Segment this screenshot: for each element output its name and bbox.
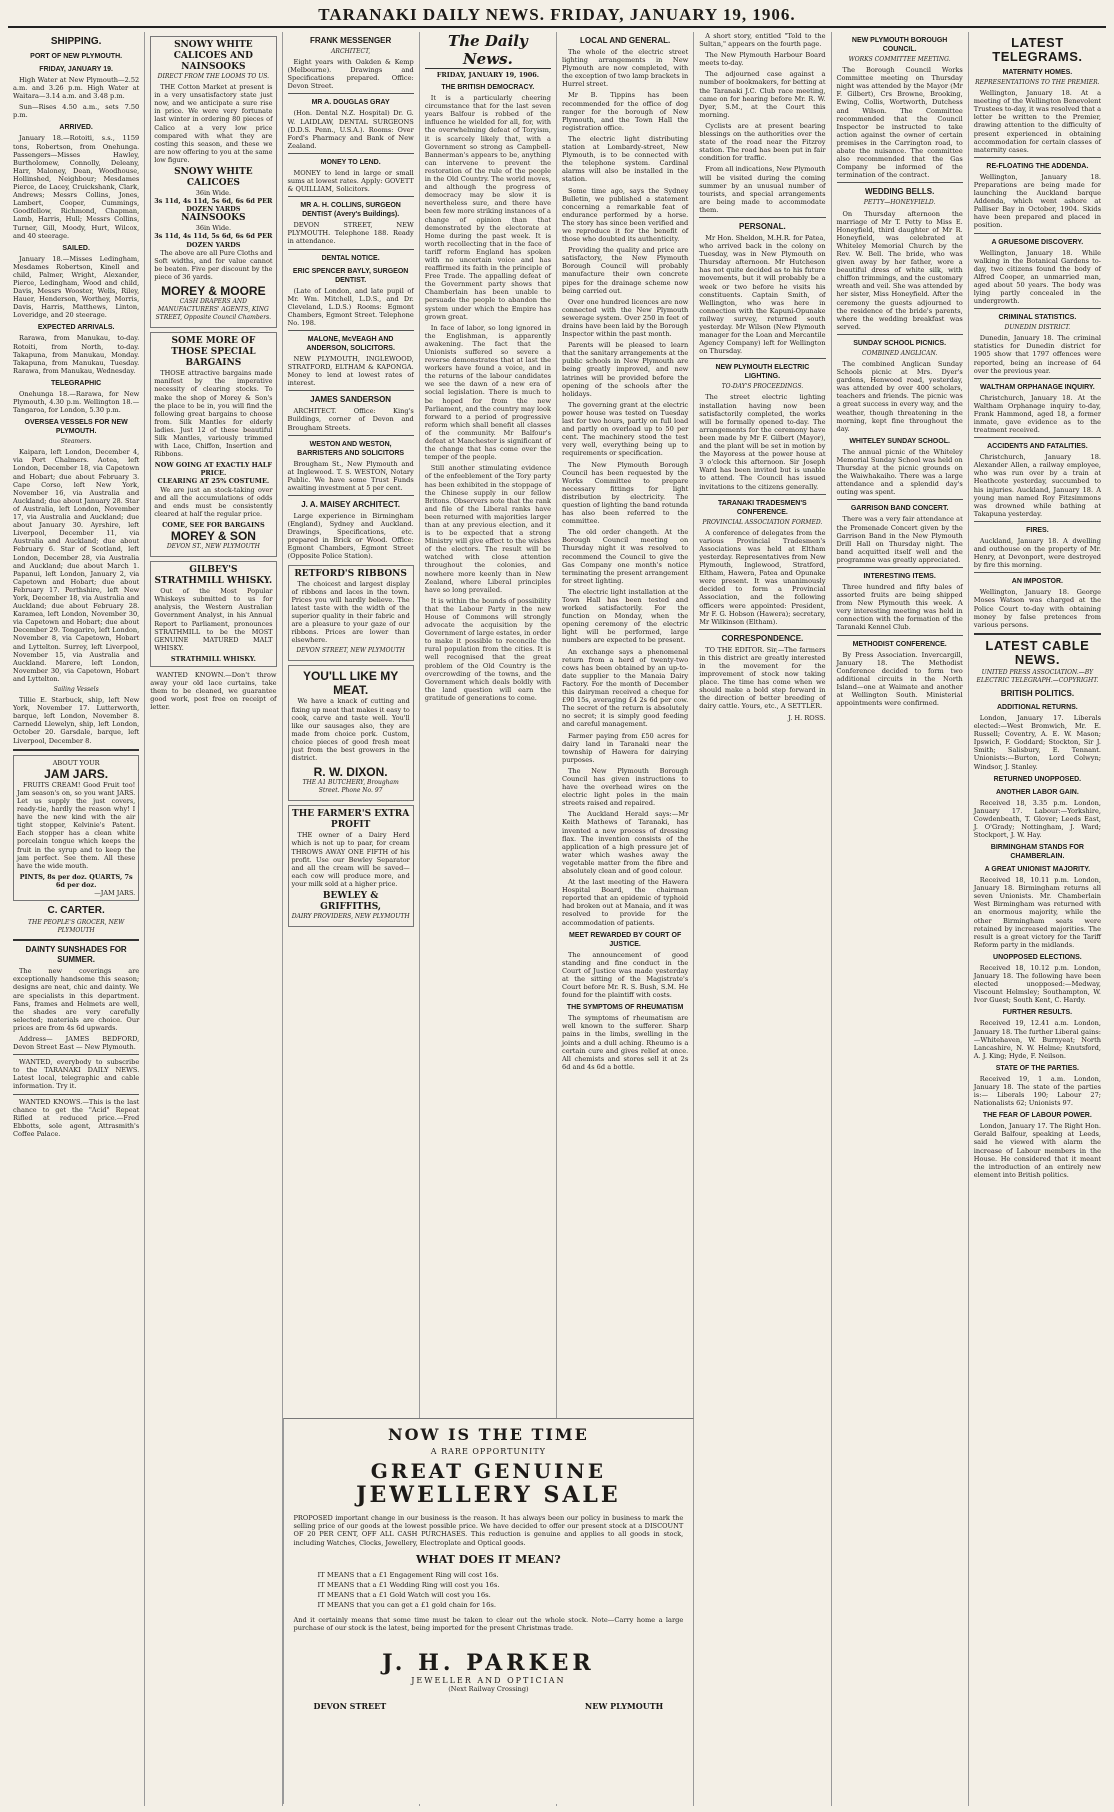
- clearing: CLEARING AT 25% COSTUME.: [157, 477, 270, 486]
- means-4: IT MEANS that you can get a £1 gold chain for 16s.: [317, 1600, 497, 1609]
- snowy1-text: THE Cotton Market at present is in a very unsatisfactory state just now, and we anticipate a sure rise in price. We were very fortunate last winter in ordering 80 pieces of Calico at a very low price compared with what they are costing this season, and these we are now offering to you at the same low figure.: [154, 83, 273, 164]
- unopposed-elections-text: Received 18, 10.12 p.m. London, January 18. The following have been elected unopposed:—Medway, Viscount Helmsley; Southampton, W. Ivor Guest; South Kent, C. Hardy.: [973, 963, 1101, 1005]
- frank-role: ARCHITECT,: [331, 48, 371, 55]
- collins-text: DEVON STREET, NEW PLYMOUTH. Telephone 188. Ready in attendance.: [287, 221, 414, 246]
- sun-text: Sun—Rises 4.50 a.m., sets 7.50 p.m.: [13, 103, 140, 120]
- nameplate: The Daily News.: [425, 32, 551, 69]
- morey-son-sub: DEVON ST., NEW PLYMOUTH: [166, 543, 260, 551]
- retford-addr: DEVON STREET, NEW PLYMOUTH: [296, 647, 405, 655]
- wanted-known-lace: WANTED KNOWN.—Don't throw away your old lace curtains, take them to be cleaned, we guarantee good work, post free on receipt of letter.: [150, 670, 277, 712]
- gruesome-heading: A GRUESOME DISCOVERY.: [991, 238, 1084, 246]
- rheumatism-heading: THE SYMPTOMS OF RHEUMATISM: [566, 1004, 684, 1012]
- maternity-sub: REPRESENTATIONS TO THE PREMIER.: [975, 79, 1100, 86]
- bayly-name: ERIC SPENCER BAYLY, SURGEON DENTIST.: [292, 267, 409, 284]
- sanderson-text: ARCHITECT. Office: King's Buildings, corner of Devon and Brougham Streets.: [287, 407, 414, 432]
- column-telegrams: [969, 32, 1106, 1806]
- local-item-12: An exchange says a phenomenal return from a herd of twenty-two cows has been obtained by an up-to-date supplier to the Manaia Dairy Factory. For the month of December this dairyman received a cheque for £90 15s, averaging £4 2s 6d per cow. The secret of the return is absolutely no secret; it is simply good feeding and careful management.: [562, 647, 689, 729]
- meat-title: YOU'LL LIKE MY MEAT.: [302, 669, 399, 698]
- state-text: Received 19, 1 a.m. London, January 18. The state of the parties is:— Liberals 190; Labour 27; Nationalists 62; Unionists 97.: [973, 1074, 1101, 1108]
- jam-text: FRUITS CREAM! Good Fruit too! Jam season's on, so you want JARS. Let us supply the just covers, ready-tie, hardly the reason why! I have the new kind with the air tight stopper, Kelvinie's Patent. Each stopper has a clean white porcelain tongue which keeps the fruit in the syrup and to keep the jam perfect. See them. All these have the wide mouth.: [17, 780, 136, 870]
- electric-text: The street electric lighting installation having now been satisfactorily completed, the works will be formally opened to-day. The arrangements for the ceremony have been made by Mr F. Gilbert (Mayor), and the plant will be set in motion by the Mayoress at the power house at 3 o'clock this afternoon. Sir Joseph Ward has been invited but is unable to attend. The Council has issued invitations to the citizens generally.: [699, 393, 826, 491]
- sunday-text: The combined Anglican Sunday Schools picnic at Mrs. Dyer's gardens, Henwood road, yesterday, was attended by over 400 scholars, teachers and friends. The picnic was a great success in every way, and the weather, though threatening in the morning, kept fine throughout the day.: [836, 360, 963, 433]
- column-shipping: [8, 32, 145, 1806]
- weston-text: Brougham St., New Plymouth and at Inglewood. T. S. WESTON, Notary Public. We have some Trust Funds awaiting investment at 5 per cent.: [287, 459, 414, 492]
- harbour-notice: The New Plymouth Harbour Board meets to-day.: [699, 51, 826, 68]
- dental-notice: DENTAL NOTICE.: [321, 254, 380, 262]
- correspondence-sign: J. H. ROSS.: [788, 713, 826, 722]
- local-item-14: The New Plymouth Borough Council has given instructions to have the overhead wires on the electric light poles in the main streets raised and repaired.: [562, 766, 689, 808]
- nainsooks-text: The above are all Pure Cloths and Soft widths, and for value cannot be beaten. Five per discount by the piece of 36 yards.: [154, 248, 273, 281]
- frank-name: FRANK MESSENGER: [309, 36, 392, 45]
- local-item-4: Some time ago, says the Sydney Bulletin, we published a statement concerning a remarkable feat of endurance performed by a horse. The story has since been verified and we reproduce it for the benefit of those who doubted its authenticity.: [562, 186, 689, 244]
- snowy2-price: 3s 11d, 4s 11d, 5s 6d, 6s 6d PER DOZEN YARDS: [154, 197, 273, 214]
- local-item-8: The governing grant at the electric power house was tested on Tuesday last for two hours, partly on full load and partly on overload up to 50 per cent. The machinery stood the test very well, everything being up to requirements or specification.: [562, 400, 689, 458]
- dixon-name: R. W. DIXON.: [313, 765, 388, 780]
- jewellery-sale-ad: [283, 1418, 695, 1804]
- criminal-heading: CRIMINAL STATISTICS.: [998, 314, 1077, 322]
- bargains-text: THOSE attractive bargains made manifest by the imperative necessity of clearing stocks. To make the shop of Morey & Son's the place to be in, you will find the following great bargains to choose from. Silk Mantles for elderly ladies. Just 12 of these beautiful Silk Mantles, variously trimmed with Lace, Chiffon, Insertion and Ribbons.: [154, 369, 273, 459]
- clearing-text: We are just an stock-taking over and all the accumulations of odds and ends must be consistently cleared at half the regular price.: [154, 485, 273, 518]
- editorial-text-3: Still another stimulating evidence of the enfeeblement of the Tory party has been exhibited in the stoppage of the Chinese supply in our fellow Britons. Observers note that the rank and file of the Liberal ranks have been returned with majorities larger than at any previous election, and it is to be expected that a strong Ministry will give effect to the wishes of the electors. The result will be watched with close attention throughout the colonies, and nowhere more keenly than in New Zealand, where Liberal principles have so long prevailed.: [424, 464, 551, 594]
- court-heading: MEET REWARDED BY COURT OF JUSTICE.: [568, 931, 682, 948]
- snowy2-title: SNOWY WHITE CALICOES: [174, 167, 253, 189]
- bookmakers-case: The adjourned case against a number of bookmakers, for betting at the Taranaki J.C. Club race meeting, came on for hearing before Mr. R. W. Dyer, S.M., at the Court this morning.: [699, 70, 826, 119]
- maisey-name: J. A. MAISEY ARCHITECT.: [301, 500, 401, 509]
- wanted-known-rifle: WANTED KNOWS.—This is the last chance to get the "Acid" Repeat Rifled at reduced price.—Fred Ebbotts, sole agent, Attrasmith's Coffee Palace.: [13, 1097, 140, 1138]
- column-drapers: [145, 32, 282, 1806]
- shipping-date: FRIDAY, JANUARY 19.: [39, 66, 113, 73]
- morey-son: MOREY & SON: [170, 529, 256, 544]
- money-text: MONEY to lend in large or small sums at lowest rates. Apply: GOVETT & QUILLIAM, Solicitors.: [287, 168, 414, 194]
- means-1: IT MEANS that a £1 Engagement Ring will cost 16s.: [317, 1570, 499, 1579]
- bewley-name: BEWLEY & GRIFFITHS,: [320, 891, 382, 912]
- parker-address: [294, 1701, 684, 1711]
- telegrams-heading: LATEST TELEGRAMS.: [992, 35, 1083, 64]
- criminal-text: Dunedin, January 18. The criminal statistics for Dunedin district for 1905 show that 1797 offences were reported, being an increase of 64 over the previous year.: [973, 334, 1101, 375]
- money-heading: MONEY TO LEND.: [320, 158, 381, 166]
- local-item-11: The electric light installation at the Town Hall has been tested and worked satisfactorily. For the function on Monday, when the opening ceremony of the electric light will be performed, large numbers are expected to be present.: [562, 587, 689, 645]
- nainsooks-width: 36in Wide.: [195, 224, 232, 233]
- state-heading: STATE OF THE PARTIES.: [995, 1064, 1079, 1072]
- sunday-sub: COMBINED ANGLICAN.: [862, 349, 938, 357]
- local-item-15: The Auckland Herald says:—Mr Keith Mathews of Taranaki, has invented a new process of dressing flax. The invention consists of the application of a high pressure jet of water which washes away the vegetable matter from the fibre and absolutely clean and of good colour.: [562, 810, 689, 875]
- gilbey-foot: STRATHMILL WHISKY.: [170, 654, 256, 663]
- dainty-addr: Address— JAMES BEDFORD, Devon Street East — New Plymouth.: [13, 1035, 140, 1052]
- impostor-heading: AN IMPOSTOR.: [1011, 578, 1063, 586]
- further-heading: FURTHER RESULTS.: [1002, 1009, 1073, 1017]
- birmingham-heading: BIRMINGHAM STANDS FOR CHAMBERLAIN.: [990, 844, 1084, 861]
- borough-heading: NEW PLYMOUTH BOROUGH COUNCIL.: [851, 37, 948, 53]
- morey-moore: MOREY & MOORE: [161, 283, 266, 298]
- returns-text: London, January 17. Liberals elected:—West Bromwich, Mr. E. Russell; Coventry, A. E. W. Mason; Ipswich, F. Goddard; Stockton, Sir J. Smith; Salisbury, E. Tennant. Unionists:—Burton, Lord Colwyn; Windsor, J. Stanley.: [973, 713, 1101, 771]
- snowy1-sub: DIRECT FROM THE LOOMS TO US.: [157, 73, 270, 80]
- labour-gain-text: Received 18, 3.35 p.m. London, January 17. Labour:—Yorkshire, Cowdenbeath, T. Glover; Leeds East, J. O'Grady; Nottingham, J. Ward; Stockport, J. W. Hay.: [973, 798, 1101, 839]
- correspondence-text: TO THE EDITOR. Sir,—The farmers in this district are greatly interested in the movement for the improvement of stock now taking place. The time has come when we should make a bold step forward in the direction of better breeding of dairy cattle. Yours, etc., A SETTLER.: [699, 645, 826, 711]
- jam-sign: —JAM JARS.: [94, 888, 136, 897]
- parker-location: (Next Railway Crossing): [448, 1685, 529, 1694]
- telegraphic-heading: TELEGRAPHIC: [51, 379, 102, 387]
- sailed-text: January 18.—Misses Ledingham, Mesdames Robertson, Kinell and child, Palmer, Wright, Alexander, Pierce, Ledingham, Wood and child, Davis, Messrs Wooster, Wells, Riley, Hauer, Henderson, Worthey, Morris, Davis, Harris, Matthews, Linton, Loveridge, and 20 steerage.: [13, 254, 140, 320]
- port-heading: PORT OF NEW PLYMOUTH.: [30, 53, 123, 60]
- column-council: [832, 32, 969, 1806]
- jam-jars-ad: [13, 755, 139, 901]
- story-notice: A short story, entitled "Told to the Sultan," appears on the fourth page.: [699, 32, 826, 49]
- impostor-text: Wellington, January 18. George Moses Watson was charged at the Police Court to-day with obtaining money by false pretences from various persons.: [973, 588, 1101, 629]
- maternity-text: Wellington, January 18. At a meeting of the Wellington Benevolent Trustees to-day, it was resolved that a letter be written to the Premier, drawing attention to the difficulty of present experienced in obtaining accommodation for certain classes of maternity cases.: [973, 89, 1101, 154]
- farmer-text: THE owner of a Dairy Herd which is not up to paar, for cream THROWS AWAY ONE FIFTH of his profit. Use our Bewley Separator and all the cream will be saved—each cow will produce more, and your milk sold at a higher price.: [291, 831, 410, 888]
- frank-text: Eight years with Oakden & Kemp (Melbourne). Drawings and Specifications prepared. Office: Devon Street.: [287, 58, 414, 91]
- malone-text: NEW PLYMOUTH, INGLEWOOD, STRATFORD, ELTHAM & KAPONGA. Money to lend at lowest rates of interest.: [287, 354, 414, 388]
- tradesmen-heading: TARANAKI TRADESMEN'S CONFERENCE.: [718, 499, 807, 516]
- editorial-text-2: In face of labor, so long ignored in the Englishman, is apparently awakening. The fact that the Unionists suffered so severe a reverse demonstrates that at last the workers have found a voice, and in the returns of the labour candidates we see the dawn of a new era of social legislation. There is much to be hoped for from the new Parliament, and the country may look forward to a period of progressive reform which shall benefit all classes of the community. Mr Balfour's defeat at Manchester is significant of the change that has come over the temper of the people.: [424, 323, 551, 462]
- sanderson-name: JAMES SANDERSON: [310, 395, 392, 405]
- jam-title: JAM JARS.: [44, 766, 109, 781]
- parker-street: DEVON STREET: [313, 1701, 387, 1712]
- expected-text: Rarawa, from Manukau, to-day. Rotoiti, from North, to-day. Takapuna, from Manukau, Monday. Takapuna, from Manukau, Tuesday. Rarawa, from Manukau, Wednesday.: [13, 334, 140, 375]
- tradesmen-text: A conference of delegates from the various Provincial Tradesmen's Associations was held at Eltham yesterday. Representatives from New Plymouth, Inglewood, Stratford, Eltham, Hawera, Patea and Opunake were present. It was unanimously decided to form a Provincial Association, and the following officers were appointed: President, Mr F. G. Hobson (Hawera); secretary, Mr Wilkinson (Eltham).: [699, 528, 826, 626]
- retford-text: The choicest and largest display of ribbons and laces in the town. Prices you will hardly believe. The latest taste with the width of the superior quality in their fabric and are a pleasure to your gaze of our ribbons. Prices are lower than elsewhere.: [291, 579, 410, 645]
- fear-text: London, January 17. The Right Hon. Gerald Balfour, speaking at Leeds, said he viewed with alarm the increase of Labour members in the House. He considered that it meant the introduction of an entirely new element into British politics.: [973, 1122, 1101, 1179]
- nainsooks-title: NAINSOOKS: [181, 213, 246, 224]
- interesting-text: Three hundred and fifty bales of assorted fruits are being shipped from New Plymouth this week. A very interesting meeting was held in connection with the formation of the Taranaki Kennel Club.: [836, 582, 963, 632]
- maternity-heading: MATERNITY HOMES.: [1002, 69, 1073, 76]
- cable-sub: UNITED PRESS ASSOCIATION.—BY ELECTRIC TELEGRAPH.—COPYRIGHT.: [976, 668, 1099, 684]
- british-politics-heading: BRITISH POLITICS.: [1000, 688, 1075, 698]
- personal-heading: PERSONAL.: [739, 221, 786, 231]
- electric-sub: TO-DAY'S PROCEEDINGS.: [721, 383, 804, 391]
- refloat-text: Wellington, January 18. Preparations are being made for launching the Auckland barque Addenda, which went ashore at Palliser Bay in October, 1904. Skids have been prepared and placed in position.: [973, 172, 1101, 230]
- means-3: IT MEANS that a £1 Gold Watch will cost you 16s.: [317, 1590, 491, 1599]
- sunday-heading: SUNDAY SCHOOL PICNICS.: [853, 339, 947, 347]
- whiteley-heading: WHITELEY SUNDAY SCHOOL.: [849, 437, 950, 445]
- local-item-5: Providing the quality and price are satisfactory, the New Plymouth Borough Council will probably manufacture their own concrete pipes for the drainage scheme now being carried out.: [562, 246, 689, 295]
- sailing-text: Tillie E. Starbuck, ship, left New York, November 17. Lutterworth, barque, left London, November 8. Carnedd Llewelyn, ship, left London, October 20. Garsdale, barque, left Liverpool, December 8.: [13, 696, 140, 745]
- interesting-heading: INTERESTING ITEMS.: [863, 572, 936, 580]
- collins-name: MR A. H. COLLINS, SURGEON DENTIST (Avery's Buildings).: [300, 202, 401, 219]
- bargains-title: SOME MORE OF THOSE SPECIAL BARGAINS: [171, 336, 256, 369]
- local-item-6: Over one hundred licences are now connected with the New Plymouth sewerage system. Over 250 in feet of drains have been laid by the Borough Inspector within the past month.: [562, 297, 689, 339]
- electric-heading: NEW PLYMOUTH ELECTRIC LIGHTING.: [715, 364, 810, 381]
- local-item-7: Parents will be pleased to learn that the sanitary arrangements at the public schools in New Plymouth are being greatly improved, and new latrines will be provided before the opening of the schools after the holidays.: [562, 341, 689, 398]
- fires-heading: FIRES.: [1026, 526, 1049, 534]
- morey-moore-sub: CASH DRAPERS AND MANUFACTURERS' AGENTS, KING STREET, Opposite Council Chambers.: [155, 297, 272, 322]
- parker-name: J. H. PARKER: [382, 1650, 595, 1677]
- local-general-heading: LOCAL AND GENERAL.: [580, 36, 671, 45]
- masthead: TARANAKI DAILY NEWS. FRIDAY, JANUARY 19, 1906.: [8, 4, 1106, 28]
- come-see: COME, SEE FOR BARGAINS: [162, 520, 265, 529]
- fear-heading: THE FEAR OF LABOUR POWER.: [982, 1112, 1092, 1120]
- maisey-text: Large experience in Birmingham (England), Sydney and Auckland. Drawings, Specifications, etc. prepared in Brick or Wood. Office: Egmont Chambers, Egmont Street (Opposite Police Station).: [287, 512, 414, 561]
- editorial-text-1: It is a particularly cheering circumstance that for the last seven years Balfour is robbed of the influence he wielded for all, for, with the overwhelming defeat of Toryism, it is scarcely likely that, with a Government so strong as Campbell-Bannerman's appears to be, anything can intervene to prevent the restoration of the rule of the people in the Old Country. The world moves, and although the progress of democracy may be slow it is nevertheless sure, and there have been few more striking instances of a change of opinion than that demonstrated by the electorate at Home during the past week. It is worth recollecting that in the face of tariff reform England has spoken with no uncertain voice and has reaffirmed its faith in the principle of Free Trade. The appalling defeat of the Government party shows that Chamberlain has been unable to persuade the people to abandon the system under which the Empire has grown great.: [424, 94, 551, 321]
- court-text: The announcement of good standing and fine conduct in the Court of Justice was made yesterday at the sitting of the Magistrate's Court before Mr. R. S. Bush, S.M. He found for the plaintiff with costs.: [562, 950, 689, 1000]
- parker-role: JEWELLER AND OPTICIAN: [411, 1676, 566, 1686]
- malone-name: MALONE, McVEAGH AND ANDERSON, SOLICITORS.: [306, 335, 395, 352]
- criminal-sub: DUNEDIN DISTRICT.: [1004, 324, 1071, 332]
- oversea-heading: OVERSEA VESSELS FOR NEW PLYMOUTH.: [24, 419, 128, 436]
- steamers-text: Kaipara, left London, December 4, via Port Chalmers. Aotea, left London, December 18, via Capetown and Hobart; due about February 3. Cape Corso, left New York, November 16, via Australia and Auckland; due about January 28. Star of Australia, left London, November 17, via Australia and Auckland; due about January 30. Ayrshire, left Liverpool, December 11, via Australia and Auckland; due about February 6. Star of Scotland, left London, December 28, via Australia and Auckland; due about March 1. Papanui, left London, January 2, via Capetown and Hobart; due about February 17. Perthshire, left New York, December 18, via Australia and Auckland; due about February 28. Karamea, left London, November 30, via Capetown and Hobart; due about December 29. Tongariro, left London, November 8, via Capetown, Hobart and Lyttelton. Surrey, left Liverpool, November 15, via Australia and Auckland. Marere, left London, November 30, via Capetown, Hobart and Lyttelton.: [13, 448, 140, 683]
- rheumatism-text: The symptoms of rheumatism are well known to the sufferer. Sharp pains in the limbs, swelling in the joints and a dull aching. Rheumo is a certain cure and gives relief at once. All chemists and stores sell it at 2s 6d and 4s 6d a bottle.: [562, 1014, 689, 1071]
- jewellery-means: [294, 1570, 684, 1610]
- tourists-note: From all indications, New Plymouth will be visited during the coming summer by an unusual number of tourists, and special arrangements are being made to accommodate them.: [699, 165, 826, 214]
- calicoes-ad: [150, 36, 276, 328]
- borough-sub: WORKS COMMITTEE MEETING.: [848, 56, 951, 63]
- bargains-ad: [150, 332, 276, 557]
- unopposed-heading: RETURNED UNOPPOSED.: [993, 775, 1082, 783]
- meat-text: We have a knack of cutting and fixing up meat that makes it easy to cook, carve and taste well. You'll like our sausages also, they are made from choice pork. Custom, choice pieces of good fresh meat just from the best growers in the district.: [291, 697, 410, 763]
- editorial-text-4: It is within the bounds of possibility that the Labour Party in the new House of Commons will strongly advocate the acquisition by the Government of large estates, in order to make it possible to reconcile the rural population from the cities. It is well recognised that the great problem of the Old Country is the overcrowding of the towns, and the Government which deals boldly with the land question will earn the gratitude of generations to come.: [424, 596, 551, 702]
- jam-prices: PINTS, 8s per doz. QUARTS, 7s 6d per doz.: [19, 872, 133, 889]
- tides-text: High Water at New Plymouth—2.52 a.m. and 3.26 p.m. High Water at Waitara—3.14 a.m. and 3.48 p.m.: [13, 76, 140, 101]
- means-2: IT MEANS that a £1 Wedding Ring will cost you 16s.: [317, 1580, 500, 1589]
- jewellery-body: PROPOSED important change in our business is the reason. It has always been our policy in business to mark the selling price of our goods at the lowest possible price. We have decided to offer our present stock at a DISCOUNT OF 20 PER CENT, OFF ALL CASH PURCHASES. This reduction is genuine and applies to all goods in stock, including Watches, Clocks, Jewellery, Electroplate and Optical goods.: [293, 1514, 684, 1547]
- waltham-heading: WALTHAM ORPHANAGE INQUIRY.: [980, 383, 1095, 391]
- jewellery-l4: JEWELLERY SALE: [356, 1482, 621, 1508]
- column-personal: [694, 32, 831, 1806]
- waltham-text: Christchurch, January 18. At the Waltham Orphanage inquiry to-day, Frank Hammond, aged 18, a former inmate, gave evidence as to the treatment received.: [973, 393, 1101, 435]
- sailing-subheading: Sailing Vessels: [53, 686, 99, 693]
- sailed-heading: SAILED.: [62, 244, 90, 252]
- snowy2-width: 36in Wide.: [195, 189, 232, 198]
- nainsooks-price: 3s 11d, 4s 11d, 5s 6d, 6s 6d PER DOZEN YARDS: [154, 232, 273, 249]
- local-item-2: Mr B. Tippins has been recommended for the office of dog ranger for the borough of New Plymouth, and the Town Hall the registration office.: [562, 91, 689, 132]
- jewellery-l2: A RARE OPPORTUNITY: [430, 1447, 546, 1456]
- accidents-text: Christchurch, January 18. Alexander Allen, a railway employee, who was run over by a train at Heathcote yesterday, succumbed to his injuries. Auckland, January 18. A young man named Roy Fitzsimmons was drowned while bathing at Takapuna yesterday.: [973, 453, 1101, 518]
- majority-heading: A GREAT UNIONIST MAJORITY.: [984, 866, 1091, 874]
- fires-text: Auckland, January 18. A dwelling and outhouse on the property of Mr. Henry, at Devonport, were destroyed by fire this morning.: [973, 536, 1101, 570]
- carter-name: C. CARTER.: [47, 905, 105, 917]
- douglas-text: (Hon. Dental N.Z. Hospital) Dr. G. W. LAIDLAW, DENTAL SURGEONS (D.D.S. Penn., U.S.A.). Rooms: Over Ford's Pharmacy and Bank of New Zealand.: [287, 109, 414, 150]
- borough-text: The Borough Council Works Committee meeting on Thursday night was attended by the Mayor (Mr F. Gilbert), Crs Browne, Brooking, Ewing, Collis, Wortworth, Dutchess and Wilson. The Committee recommended that the Council Inspector be instructed to take action against the owner of certain premises in the Carrington road, to abate the nuisance. The committee also recommended that the Gas Company be informed of the termination of the contract.: [836, 66, 963, 180]
- wedding-sub: PETTY—HONEYFIELD.: [863, 199, 936, 207]
- carter-sub: THE PEOPLE'S GROCER, NEW PLYMOUTH: [27, 919, 125, 935]
- expected-heading: EXPECTED ARRIVALS.: [37, 324, 115, 332]
- retford-title: RETFORD'S RIBBONS: [294, 568, 407, 579]
- garrison-text: There was a very fair attendance at the Promenade Concert given by the Garrison Band in the New Plymouth Drill Hall on Thursday night. The band acquitted itself well and the programme was greatly appreciated.: [836, 515, 963, 564]
- bayly-text: (Late of London, and late pupil of Mr. Wm. Mitchell, L.D.S., and Dr. Cleveland, L.D.S.) Rooms: Egmont Chambers, Egmont Street. Telephone No. 198.: [287, 286, 414, 327]
- farmer-ad: [288, 805, 414, 927]
- jewellery-note: And it certainly means that some time must be taken to clear out the whole stock. Note—Carry home a large purchase of our stock is the latest, being imported for the present Christmas trade.: [293, 1615, 684, 1633]
- douglas-name: MR A. DOUGLAS GRAY: [311, 99, 390, 107]
- farmer-title: THE FARMER'S EXTRA PROFIT: [292, 809, 410, 831]
- cable-heading: LATEST CABLE NEWS.: [985, 637, 1090, 667]
- weston-name: WESTON AND WESTON, BARRISTERS AND SOLICITORS: [297, 440, 405, 457]
- wanted-subscribe: WANTED, everybody to subscribe to the TARANAKI DAILY NEWS. Latest local, telegraphic and cable information. Try it.: [13, 1058, 140, 1091]
- half-price: NOW GOING AT EXACTLY HALF PRICE.: [154, 461, 272, 478]
- shipping-heading: SHIPPING.: [50, 36, 102, 47]
- jewellery-l1: NOW IS THE TIME: [387, 1425, 589, 1444]
- meat-ad: [288, 665, 414, 801]
- telegraphic-text: Onehunga 18.—Rarawa, for New Plymouth, 4.30 p.m. Wellington 18.—Tangaroa, for London, 5.30 p.m.: [13, 389, 140, 415]
- gilbey-title: GILBEY'S STRATHMILL WHISKY.: [154, 565, 273, 587]
- arrived-heading: ARRIVED.: [59, 124, 93, 132]
- editorial-date: FRIDAY, JANUARY 19, 1906.: [436, 71, 540, 79]
- labour-gain-heading: ANOTHER LABOR GAIN.: [995, 788, 1079, 796]
- steamers-subheading: Steamers.: [60, 438, 92, 446]
- methodist-heading: METHODIST CONFERENCE.: [852, 640, 947, 648]
- jam-about: ABOUT YOUR: [52, 758, 100, 767]
- majority-text: Received 18, 10.11 p.m. London, January 18. Birmingham returns all seven Unionists. Mr. Chamberlain West Birmingham was returned with an enormous majority, while the other Birmingham seats were retained by increased majorities. The result is a great victory for the Tariff Reform party in the midlands.: [973, 876, 1101, 949]
- garrison-heading: GARRISON BAND CONCERT.: [850, 505, 949, 513]
- returns-heading: ADDITIONAL RETURNS.: [996, 703, 1078, 711]
- local-item-1: The whole of the electric street lighting arrangements in New Plymouth are now completed, with the exception of two lamp brackets in Hurrel street.: [562, 48, 689, 89]
- correspondence-heading: CORRESPONDENCE.: [721, 633, 804, 643]
- jewellery-l3: GREAT GENUINE: [370, 1459, 606, 1483]
- accidents-heading: ACCIDENTS AND FATALITIES.: [987, 443, 1088, 451]
- dixon-sub: THE A1 BUTCHERY, Brougham Street. Phone No. 97: [302, 779, 399, 795]
- gilbey-ad: [150, 561, 276, 667]
- whiteley-text: The annual picnic of the Whiteley Memorial Sunday School was held on Thursday at the picnic grounds on the Waiwhakaiho. There was a large attendance and a splendid day's outing was spent.: [836, 447, 963, 497]
- unopposed-elections-heading: UNOPPOSED ELECTIONS.: [993, 953, 1082, 961]
- local-item-16: At the last meeting of the Hawera Hospital Board, the chairman reported that an epidemic of typhoid had broken out at Manaia, and it was resolved to provide for the accommodation of patients.: [562, 878, 689, 927]
- refloat-heading: RE-FLOATING THE ADDENDA.: [986, 162, 1089, 170]
- personal-text: Mr Hon. Sheldon, M.H.R. for Patea, who arrived back in the colony on Tuesday, was in New Plymouth on Thursday afternoon. Mr Hutcheson has not quite decided as to his future movements, but it will probably be a week or two before he visits his constituents. Captain Smith, of Wellington, who was here in connection with the Kapuni-Opunake railway survey, returned south yesterday. Mr Wilson (New Plymouth manager for the Loan and Mercantile Agency Company) left for Wellington on Thursday.: [699, 233, 826, 356]
- wedding-heading: WEDDING BELLS.: [864, 187, 935, 197]
- methodist-text: By Press Association. Invercargill, January 18. The Methodist Conference decided to form two additional circuits in the North Island—one at Waimate and another at Wellington South. Ministerial appointments were confirmed.: [836, 650, 963, 708]
- arrived-text: January 18.—Rotoiti, s.s., 1159 tons, Robertson, from Onehunga. Passengers—Misses Hawley, Burtholomew, Connolly, Deleany, Harr, Maloney, Dean, Woodhouse, Hollinshed, Neighbour; Mesdames Pierce, de Lacey, Cruickshank, Clark, Andrews; Messrs Collins, Jones, Lambert, Cooper, Cummings, Goodfellow, Richmond, Chapman, Lamb, Harris, Hull; Messrs Collins, Turner, Gill, Moody, Hurt, Wilcox, and 40 steerage.: [13, 134, 140, 240]
- cyclists-note: Cyclists are at present bearing blessings on the authorities over the state of the road near the Fitzroy station. The road has been put in fair condition for traffic.: [699, 121, 826, 163]
- further-text: Received 19, 12.41 a.m. London, January 18. The further Liberal gains:—Whitehaven, W. Burnyeat; North Lancashire, N. W. Helme; Knutsford, A. J. King; Hyde, F. Neilson.: [973, 1019, 1101, 1060]
- local-item-13: Farmer paying from £50 acres for dairy land in Taranaki near the township of Hawera for dairying purposes.: [562, 731, 689, 764]
- gilbey-text: Out of the Most Popular Whiskeys submitted to us for analysis, the Western Australian Government Analyst, in his Annual Report to Parliament, pronounces STRATHMILL to be the MOST GENUINE MATURED MALT WHISKY.: [154, 587, 273, 652]
- bewley-sub: DAIRY PROVIDERS, NEW PLYMOUTH: [291, 913, 410, 920]
- local-item-9: The New Plymouth Borough Council has been requested by the Works Committee to prepare necessary fittings for light distribution by electricity. The question of lighting the band rotunda has also been referred to the committee.: [562, 460, 689, 526]
- dainty-text: The new coverings are exceptionally handsome this season; designs are neat, chic and dainty. We are specialists in this department. Fans, frames and Helmets are well, the shades are very carefully selected; materials are choice. Our prices are from 4s 6d upwards.: [13, 967, 140, 1032]
- snowy1-title: SNOWY WHITE CALICOES AND NAINSOOKS: [173, 40, 253, 72]
- editorial-title: THE BRITISH DEMOCRACY.: [441, 84, 535, 92]
- local-item-10: The old order changeth. At the Borough Council meeting on Thursday night it was resolved to recommend the Council to give the Gas Company one month's notice terminating the present arrangement for street lighting.: [562, 528, 689, 585]
- jewellery-question: WHAT DOES IT MEAN?: [416, 1552, 561, 1566]
- wedding-text: On Thursday afternoon the marriage of Mr T. Petty to Miss E. Honeyfield, third daughter of Mr R. Honeyfield, was celebrated at Whiteley Memorial Church by the Rev. W. Bell. The bride, who was given away by her father, wore a beautiful dress of white silk, with chiffon trimmings, and the customary wreath and veil. She was attended by her sister, Miss Honeyfield. After the ceremony the guests adjourned to the residence of the bride's parents, where the wedding breakfast was served.: [836, 209, 963, 331]
- retford-ad: [288, 565, 414, 662]
- parker-town: NEW PLYMOUTH: [584, 1701, 664, 1712]
- gruesome-text: Wellington, January 18. While walking in the Botanical Gardens to-day, two citizens found the body of Alfred Cooper, an unmarried man, aged about 50 years. The body was lying partly concealed in the undergrowth.: [973, 248, 1101, 306]
- tradesmen-sub: PROVINCIAL ASSOCIATION FORMED.: [702, 518, 823, 526]
- dainty-title: DAINTY SUNSHADES FOR SUMMER.: [25, 945, 127, 965]
- local-item-3: The electric light distributing station at Lombardy-street, New Plymouth, is to be connected with the telephone system. Cardinal alarms will also be installed in the station.: [562, 134, 689, 184]
